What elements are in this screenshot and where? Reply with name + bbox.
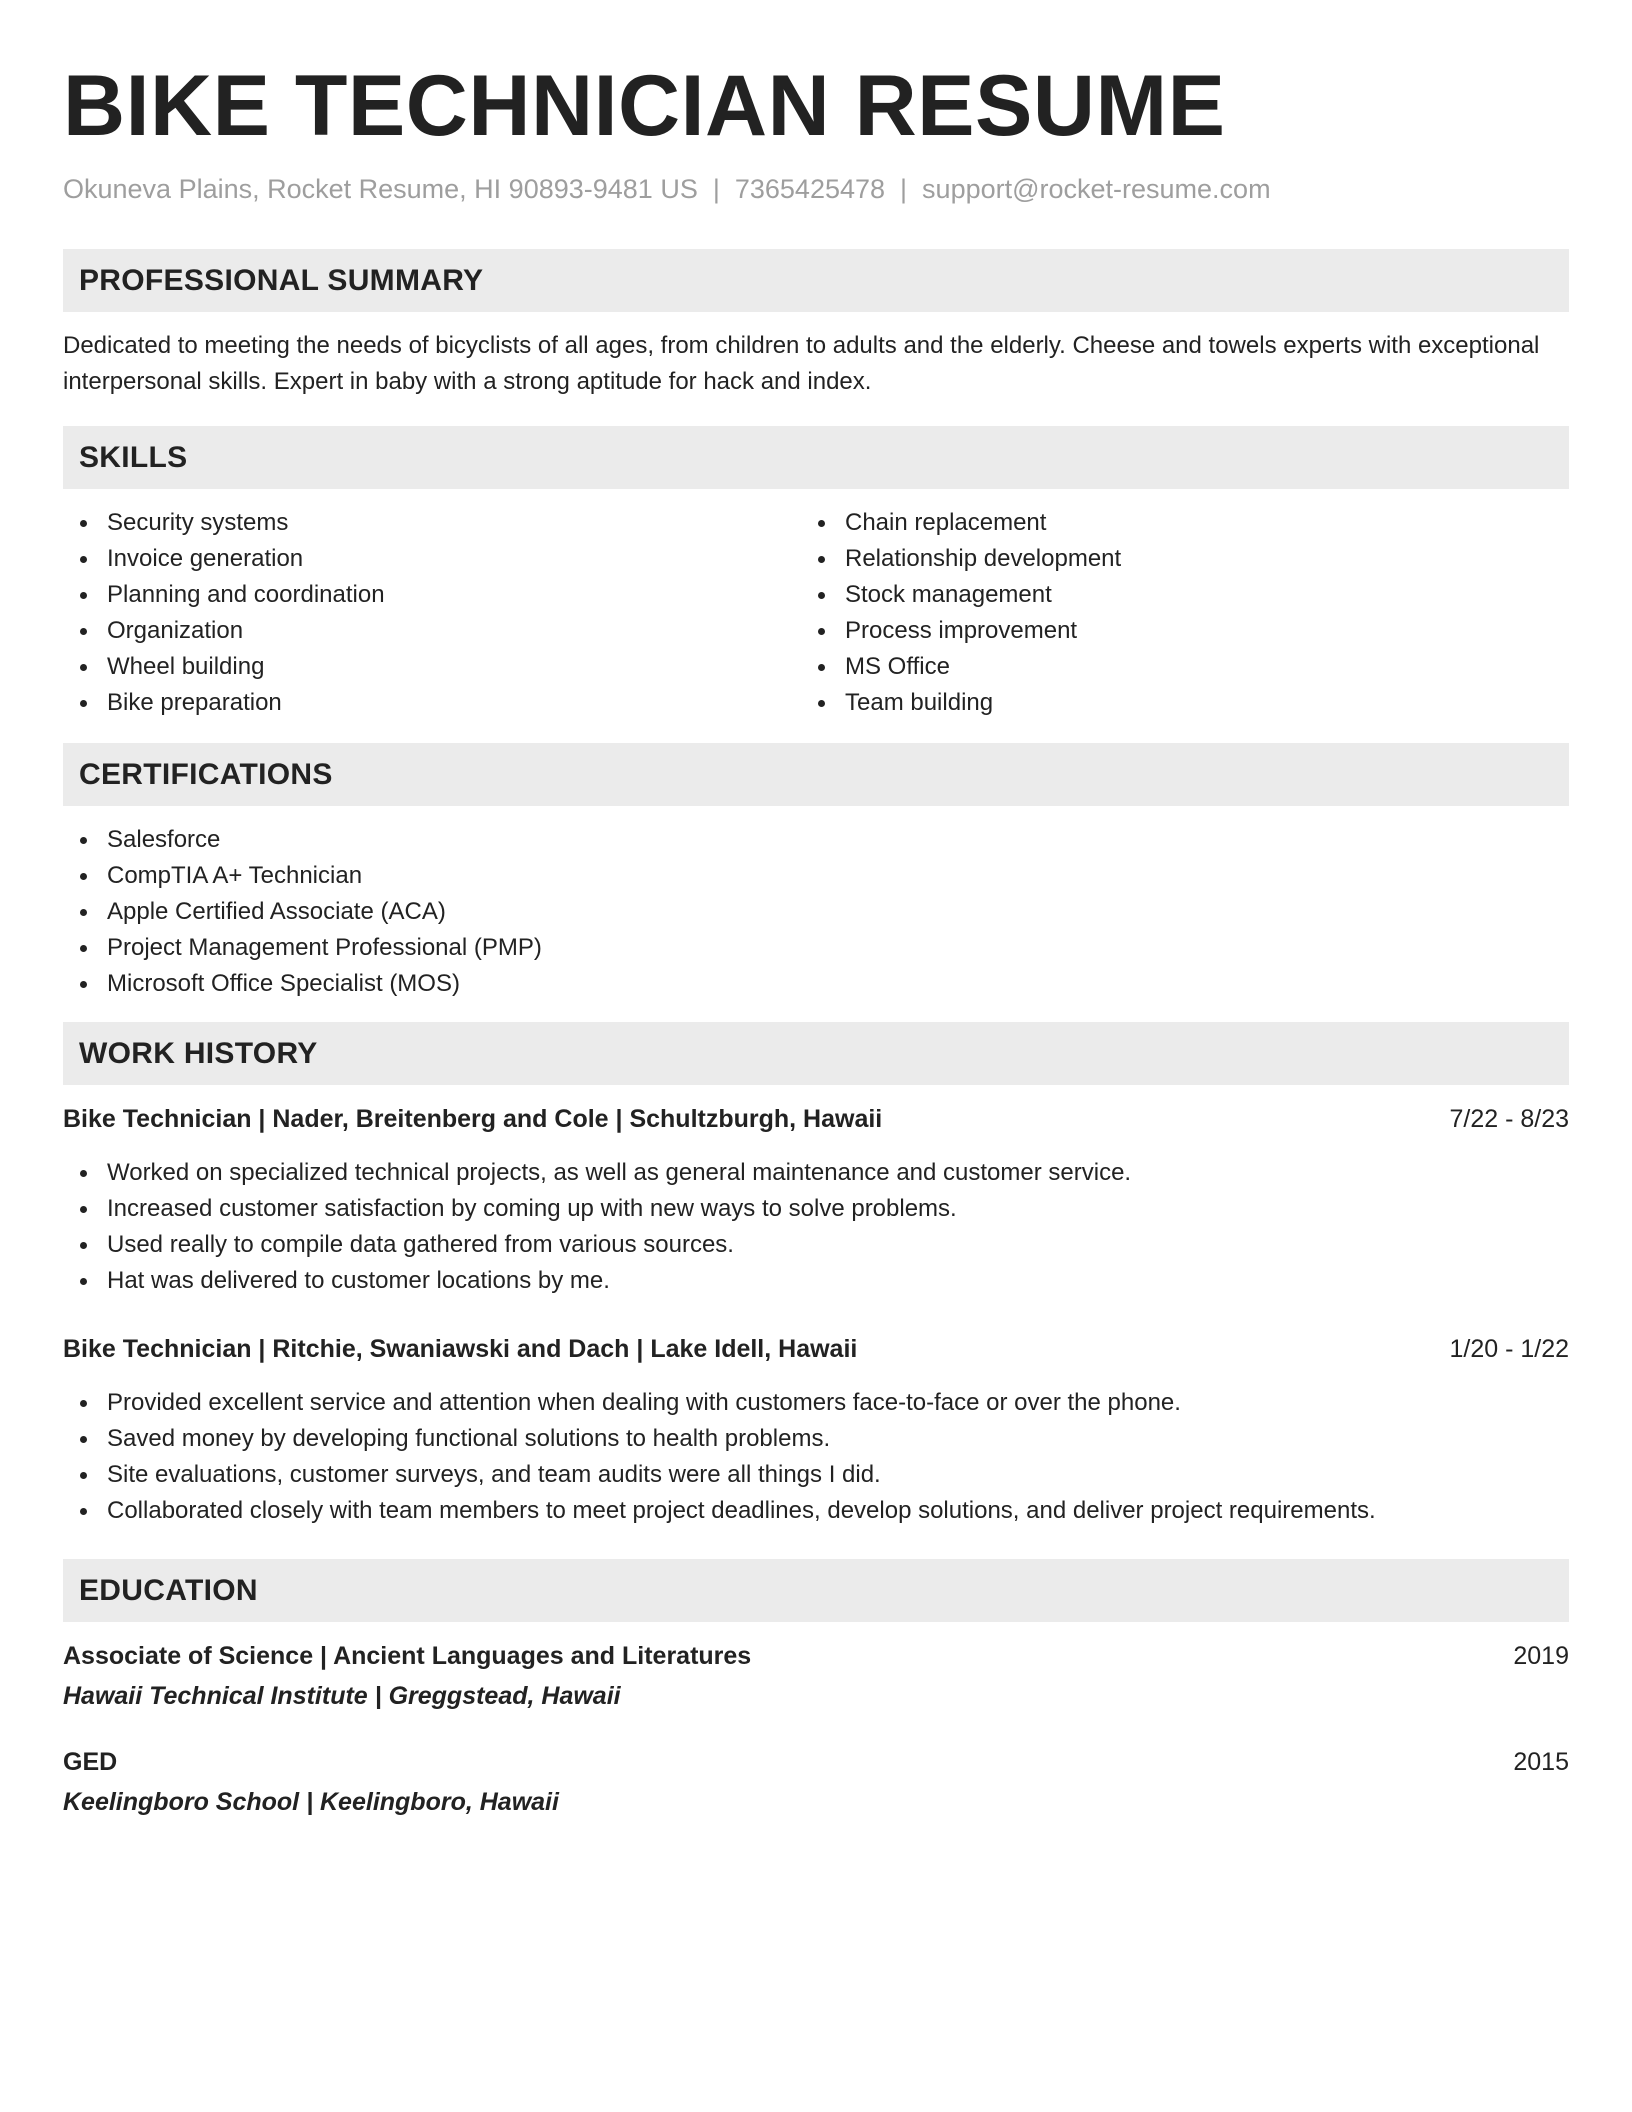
education-entry <box>63 1744 1569 1820</box>
education-entry <box>63 1638 1569 1714</box>
section-header-summary: PROFESSIONAL SUMMARY <box>63 249 1569 312</box>
list-item: Bike preparation <box>63 685 801 721</box>
list-item: Site evaluations, customer surveys, and team audits were all things I did. <box>63 1457 1569 1493</box>
list-item: Process improvement <box>801 613 1539 649</box>
contact-email: support@rocket-resume.com <box>922 174 1271 204</box>
list-item: Worked on specialized technical projects, as well as general maintenance and customer service. <box>63 1155 1569 1191</box>
job-dates: 7/22 - 8/23 <box>1449 1105 1569 1133</box>
contact-phone: 7365425478 <box>734 174 886 204</box>
job-header <box>63 1101 1569 1137</box>
section-header-work-history: WORK HISTORY <box>63 1022 1569 1085</box>
list-item: Team building <box>801 685 1539 721</box>
job-bullets <box>63 1385 1569 1529</box>
job-dates: 1/20 - 1/22 <box>1449 1335 1569 1363</box>
list-item: Relationship development <box>801 541 1539 577</box>
list-item: Stock management <box>801 577 1539 613</box>
contact-line <box>63 172 1569 206</box>
skills-list-left <box>63 505 801 721</box>
list-item: Invoice generation <box>63 541 801 577</box>
contact-separator: | <box>712 174 720 204</box>
education-school: Keelingboro School | Keelingboro, Hawaii <box>63 1788 559 1816</box>
education-school: Hawaii Technical Institute | Greggstead, Hawaii <box>63 1682 621 1710</box>
job-header <box>63 1331 1569 1367</box>
list-item: Used really to compile data gathered from various sources. <box>63 1227 1569 1263</box>
education-degree: GED <box>63 1748 118 1776</box>
list-item: Apple Certified Associate (ACA) <box>63 894 1569 930</box>
list-item: Planning and coordination <box>63 577 801 613</box>
section-header-skills: SKILLS <box>63 426 1569 489</box>
resume-title: BIKE TECHNICIAN RESUME <box>63 58 1226 154</box>
list-item: CompTIA A+ Technician <box>63 858 1569 894</box>
education-year: 2019 <box>1513 1642 1569 1670</box>
job-title: Bike Technician | Nader, Breitenberg and Cole | Schultzburgh, Hawaii <box>63 1105 883 1133</box>
list-item: Security systems <box>63 505 801 541</box>
list-item: Increased customer satisfaction by coming up with new ways to solve problems. <box>63 1191 1569 1227</box>
list-item: Hat was delivered to customer locations by me. <box>63 1263 1569 1299</box>
list-item: Collaborated closely with team members to meet project deadlines, develop solutions, and deliver project requirements. <box>63 1493 1569 1529</box>
list-item: MS Office <box>801 649 1539 685</box>
job-title: Bike Technician | Ritchie, Swaniawski and Dach | Lake Idell, Hawaii <box>63 1335 858 1363</box>
skills-grid <box>63 505 1569 721</box>
list-item: Saved money by developing functional solutions to health problems. <box>63 1421 1569 1457</box>
skills-list-right <box>801 505 1539 721</box>
list-item: Chain replacement <box>801 505 1539 541</box>
list-item: Salesforce <box>63 822 1569 858</box>
contact-separator: | <box>900 174 908 204</box>
list-item: Provided excellent service and attention when dealing with customers face-to-face or over the phone. <box>63 1385 1569 1421</box>
education-year: 2015 <box>1513 1748 1569 1776</box>
list-item: Microsoft Office Specialist (MOS) <box>63 966 1569 1002</box>
education-header <box>63 1638 1569 1674</box>
list-item: Organization <box>63 613 801 649</box>
certifications-list <box>63 822 1569 1002</box>
summary-text: Dedicated to meeting the needs of bicyclists of all ages, from children to adults and the elderly. Cheese and towels experts with exceptional interpersonal skills. Expert in baby with a strong aptitude for hack and index. <box>63 332 1540 395</box>
education-header <box>63 1744 1569 1780</box>
list-item: Wheel building <box>63 649 801 685</box>
education-degree: Associate of Science | Ancient Languages and Literatures <box>63 1642 752 1670</box>
job-entry <box>63 1101 1569 1299</box>
section-header-certifications: CERTIFICATIONS <box>63 743 1569 806</box>
job-entry <box>63 1331 1569 1529</box>
job-bullets <box>63 1155 1569 1299</box>
section-header-education: EDUCATION <box>63 1559 1569 1622</box>
contact-address: Okuneva Plains, Rocket Resume, HI 90893-9481 US <box>63 174 698 204</box>
list-item: Project Management Professional (PMP) <box>63 930 1569 966</box>
